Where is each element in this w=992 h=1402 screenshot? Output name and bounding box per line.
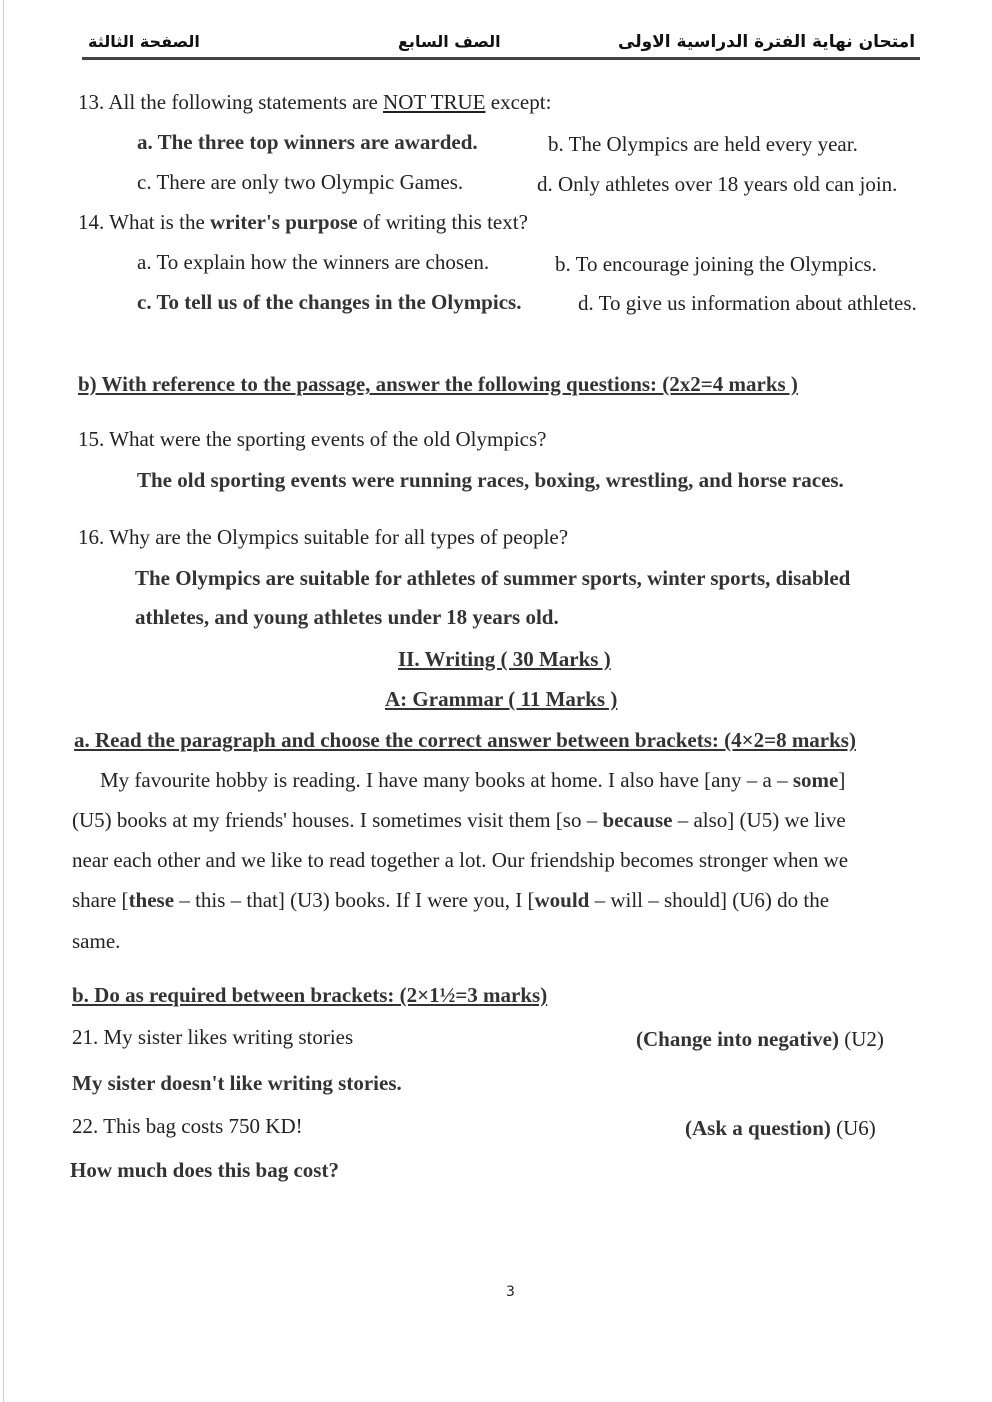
answer-16-line2: athletes, and young athletes under 18 years old. xyxy=(135,605,559,629)
q14-option-d: d. To give us information about athletes. xyxy=(578,291,917,315)
answer-22: How much does this bag cost? xyxy=(70,1158,339,1182)
q14-text-end: of writing this text? xyxy=(357,210,528,234)
para-text: share [ xyxy=(72,888,129,912)
q14-option-c: c. To tell us of the changes in the Olympics. xyxy=(137,290,522,314)
paragraph-line-2 xyxy=(72,808,846,832)
header-page-label: الصفحة الثالثة xyxy=(88,32,200,51)
part-a-heading: a. Read the paragraph and choose the correct answer between brackets: (4×2=8 marks) xyxy=(74,728,856,752)
paragraph-line-5: same. xyxy=(72,929,121,953)
header-grade: الصف السابع xyxy=(398,32,501,51)
paragraph-line-4 xyxy=(72,888,829,912)
header-exam-title: امتحان نهاية الفترة الدراسية الاولى xyxy=(618,32,916,52)
question-15: 15. What were the sporting events of the old Olympics? xyxy=(78,427,547,451)
q13-option-a: a. The three top winners are awarded. xyxy=(137,130,478,154)
page-number: 3 xyxy=(506,1284,515,1300)
q22-instruction-text: (Ask a question) xyxy=(685,1116,831,1140)
q21-unit: (U2) xyxy=(839,1027,884,1051)
q21-instruction xyxy=(636,1027,884,1051)
q14-option-a: a. To explain how the winners are chosen. xyxy=(137,250,490,274)
q13-option-b: b. The Olympics are held every year. xyxy=(548,132,858,156)
grammar-heading: A: Grammar ( 11 Marks ) xyxy=(385,687,618,711)
q14-text: 14. What is the xyxy=(78,210,211,234)
para-text: (U5) books at my friends' houses. I sometimes visit them [so – xyxy=(72,808,603,832)
para-text: – this – that] (U3) books. If I were you, I [ xyxy=(174,888,535,912)
page-edge xyxy=(3,0,4,1402)
q13-text: 13. All the following statements are xyxy=(78,90,384,114)
q14-bold: writer's purpose xyxy=(210,210,358,234)
q13-emphasis: NOT TRUE xyxy=(383,90,486,114)
answer-21: My sister doesn't like writing stories. xyxy=(72,1071,402,1095)
q21-instruction-text: (Change into negative) xyxy=(636,1027,839,1051)
q13-option-d: d. Only athletes over 18 years old can join. xyxy=(537,172,898,196)
para-answer: some xyxy=(792,768,839,792)
para-text: – also] (U5) we live xyxy=(672,808,846,832)
q14-option-b: b. To encourage joining the Olympics. xyxy=(555,252,877,276)
para-answer: would xyxy=(534,888,590,912)
q13-option-c: c. There are only two Olympic Games. xyxy=(137,170,464,194)
question-13 xyxy=(78,90,551,114)
question-22: 22. This bag costs 750 KD! xyxy=(72,1114,303,1138)
para-answer: because xyxy=(602,808,673,832)
para-text: My favourite hobby is reading. I have many books at home. I also have [any – a – xyxy=(100,768,793,792)
section-b-heading: b) With reference to the passage, answer the following questions: (2x2=4 marks ) xyxy=(78,372,798,396)
part-b-heading: b. Do as required between brackets: (2×1½=3 marks) xyxy=(72,983,548,1007)
q22-instruction xyxy=(685,1116,876,1140)
question-16: 16. Why are the Olympics suitable for all types of people? xyxy=(78,525,569,549)
para-text: – will – should] (U6) do the xyxy=(589,888,830,912)
question-21: 21. My sister likes writing stories xyxy=(72,1025,354,1049)
paragraph-line-1 xyxy=(100,768,845,792)
answer-16-line1: The Olympics are suitable for athletes of summer sports, winter sports, disabled xyxy=(135,566,851,590)
para-text: ] xyxy=(838,768,846,792)
q22-unit: (U6) xyxy=(830,1116,876,1140)
answer-15: The old sporting events were running races, boxing, wrestling, and horse races. xyxy=(137,468,844,492)
writing-heading: II. Writing ( 30 Marks ) xyxy=(398,647,611,671)
paragraph-line-3: near each other and we like to read together a lot. Our friendship becomes stronger when we xyxy=(72,848,849,872)
para-answer: these xyxy=(128,888,175,912)
question-14 xyxy=(78,210,528,234)
header-rule xyxy=(82,57,920,60)
q13-text-end: except: xyxy=(485,90,552,114)
